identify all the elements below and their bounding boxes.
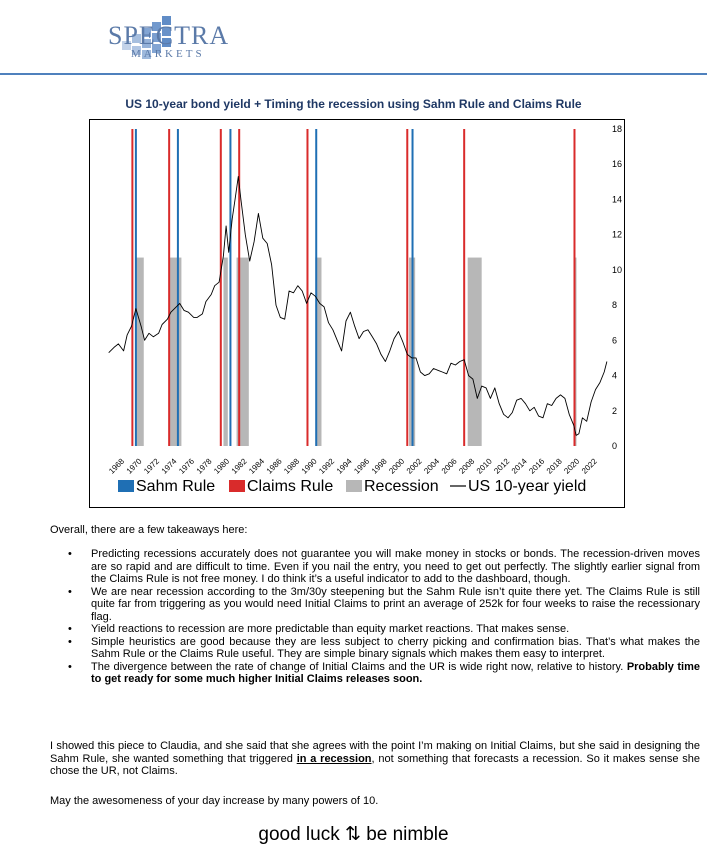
x-tick-label: 2000	[387, 456, 407, 476]
legend-swatch	[118, 480, 134, 492]
recession-band	[170, 258, 181, 446]
legend-label: US 10-year yield	[468, 478, 587, 495]
y-tick-label: 4	[612, 370, 618, 381]
x-tick-label: 1968	[107, 456, 127, 476]
x-tick-label: 2016	[527, 456, 547, 476]
list-item	[60, 548, 700, 586]
x-tick-label: 1972	[142, 456, 162, 476]
x-tick-label: 1994	[334, 456, 354, 476]
x-tick-label: 1990	[299, 456, 319, 476]
legend-label: Claims Rule	[247, 478, 334, 495]
claims-rule-line	[573, 129, 575, 446]
y-tick-label: 2	[612, 405, 618, 416]
x-tick-label: 2004	[422, 456, 442, 476]
y-tick-label: 12	[612, 229, 623, 240]
bullet-bold-end: .	[419, 673, 423, 685]
x-tick-label: 2006	[439, 456, 459, 476]
bullet-icon: •	[68, 623, 72, 635]
y-tick-label: 0	[612, 441, 618, 451]
sahm-rule-line	[315, 129, 317, 446]
claims-rule-line	[463, 129, 465, 446]
bullet-text: Simple heuristics are good because they are less subject to cherry picking and confirmation bias. That’s what makes the Sahm Rule or the Claims Rule useful. They are simple binary signals which makes them easy to interpret.	[91, 635, 700, 660]
claims-rule-line	[220, 129, 222, 446]
x-tick-label: 1998	[369, 456, 389, 476]
claims-rule-line	[306, 129, 308, 446]
y-tick-label: 16	[612, 159, 623, 170]
x-tick-label: 2010	[474, 456, 494, 476]
sahm-rule-line	[412, 129, 414, 446]
claims-rule-line	[168, 129, 170, 446]
signoff-text: good luck ⇅ be nimble	[258, 824, 449, 845]
chart-title: US 10-year bond yield + Timing the recession using Sahm Rule and Claims Rule	[125, 97, 582, 111]
list-item	[60, 586, 700, 624]
x-tick-label: 1970	[124, 456, 144, 476]
header-divider	[0, 73, 707, 75]
y-tick-label: 14	[612, 194, 623, 205]
takeaways-list	[60, 548, 700, 686]
para-underlined-text: in a recession	[296, 752, 372, 765]
list-item	[60, 636, 700, 661]
x-tick-label: 1978	[194, 456, 214, 476]
bullet-icon: •	[68, 660, 72, 673]
x-tick-label: 2020	[562, 456, 582, 476]
recession-band	[468, 258, 482, 446]
x-tick-label: 1984	[247, 456, 267, 476]
bullet-icon: •	[68, 585, 72, 598]
x-tick-label: 2022	[579, 456, 599, 476]
claudia-paragraph	[50, 740, 700, 778]
bullet-text: The divergence between the rate of change of Initial Claims and the UR is wide right now, relative to history.	[91, 660, 624, 673]
chart-frame	[89, 119, 625, 508]
list-item	[60, 661, 700, 686]
para-text-a: I showed this piece to Claudia, and she said that she agrees with the point I’m making on Initial Claims, but she said in designing the Sahm Rule, she wanted something that triggered	[50, 740, 700, 765]
recession-band	[223, 258, 227, 446]
bullet-icon: •	[68, 548, 72, 560]
x-tick-label: 1986	[264, 456, 284, 476]
bullet-text: We are near recession according to the 3m/30y steepening but the Sahm Rule isn’t quite there yet. The Claims Rule is still quite far from triggering as you would need Initial Claims to print an average of 252k for four weeks to raise the recessionary flag.	[91, 585, 700, 623]
yield-series-line	[109, 177, 607, 436]
x-tick-label: 2014	[509, 456, 529, 476]
claims-rule-line	[406, 129, 408, 446]
x-tick-label: 1974	[159, 456, 179, 476]
closing-paragraph: May the awesomeness of your day increase by many powers of 10.	[50, 795, 379, 807]
bullet-text: Predicting recessions accurately does not guarantee you will make money in stocks or bonds. The recession-driven moves are so rapid and are difficult to time. Even if you nail the entry, you need to get out perfectly. The slightly earlier signal from the Claims Rule is not free money. I do think it’s a useful indicator to add to the dashboard, though.	[91, 548, 700, 585]
y-tick-label: 10	[612, 264, 623, 275]
bullet-text: Yield reactions to recession are more predictable than equity market reactions. That makes sense.	[91, 623, 570, 635]
list-item	[60, 623, 700, 636]
sahm-rule-line	[229, 129, 231, 446]
y-tick-label: 8	[612, 300, 618, 311]
x-tick-label: 1988	[282, 456, 302, 476]
x-tick-label: 1992	[317, 456, 337, 476]
x-tick-label: 2018	[544, 456, 564, 476]
claims-rule-line	[131, 129, 133, 446]
x-tick-label: 1980	[212, 456, 232, 476]
x-tick-label: 2012	[492, 456, 512, 476]
brand-subtitle: MARKETS	[131, 48, 205, 60]
x-tick-label: 1976	[177, 456, 197, 476]
y-tick-label: 6	[612, 335, 618, 346]
x-tick-label: 1982	[229, 456, 249, 476]
bullet-bold-text: Probably time to get ready for some much higher Initial Claims releases soon	[91, 660, 701, 685]
bullet-icon: •	[68, 635, 72, 648]
sahm-rule-line	[135, 129, 137, 446]
legend-label: Sahm Rule	[136, 478, 216, 495]
intro-text: Overall, there are a few takeaways here:	[50, 524, 248, 536]
legend-label: Recession	[364, 478, 439, 495]
legend-swatch	[229, 480, 245, 492]
yield-chart	[90, 120, 624, 507]
x-tick-label: 1996	[352, 456, 372, 476]
legend-swatch	[346, 480, 362, 492]
para-text-b: , not something that forecasts a recession. So it makes sense she chose the UR, not Claims.	[50, 752, 701, 777]
x-tick-label: 2008	[457, 456, 477, 476]
brand-name: SPECTRA	[108, 21, 230, 50]
x-tick-label: 2002	[404, 456, 424, 476]
y-tick-label: 18	[612, 124, 623, 134]
sahm-rule-line	[177, 129, 179, 446]
